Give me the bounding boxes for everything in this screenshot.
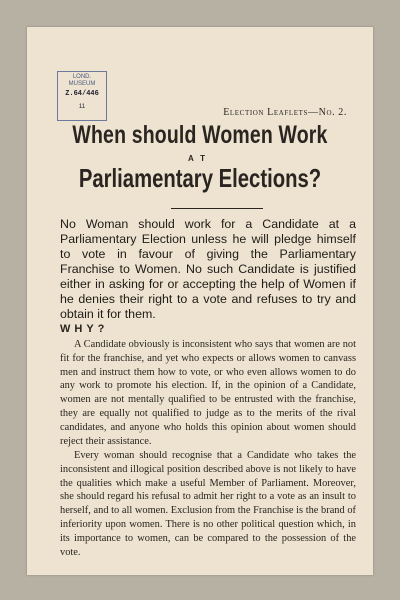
title-connector: AT: [187, 154, 213, 163]
leaflet-page: [27, 27, 373, 575]
title-line-1: When should Women Work: [72, 121, 328, 149]
stamp-accession-number: Z.64/446: [65, 90, 99, 98]
body-paragraph-1: A Candidate obviously is inconsistent who says that women are not fit for the franchise, and yet who expects or allows women to canvass men and instruct them how to vote, or who even allows women to do any work to promote his election. If, in the opinion of a Candidate, women are not mentally qualified to be entrusted with the franchise, they are equally not qualified to judge as to the merits of the rival candidates, and anyone who holds this opinion about women should reject their assistance.: [60, 339, 356, 447]
stamp-line-2: MUSEUM: [68, 81, 96, 87]
why-heading: WHY?: [60, 323, 109, 335]
series-label: Election Leaflets—No. 2.: [223, 107, 347, 118]
stamp-line-1: LOND.: [72, 74, 92, 80]
title-line-2: Parliamentary Elections?: [78, 163, 322, 193]
body-paragraph-2: Every woman should recognise that a Candidate who takes the inconsistent and illogical position described above is not likely to have the qualities which make a useful Member of Parliament. Moreover, she should regard his refusal to admit her right to a vote as an insult to herself, and to all women. Exclusion from the Franchise is the brand of inferiority upon women. There is no other political question which, in its importance to women, can be compared to the possession of the vote.: [60, 450, 356, 558]
title-divider: [171, 208, 263, 209]
lead-paragraph: No Woman should work for a Candidate at a Parliamentary Election unless he will pledge himself to vote in favour of giving the Parliamentary Franchise to Women. No such Candidate is justified either in asking for or accepting the help of Women if he denies their right to a vote and refuses to try and obtain it for them.: [60, 217, 356, 321]
stamp-sub-number: 11: [78, 104, 86, 110]
